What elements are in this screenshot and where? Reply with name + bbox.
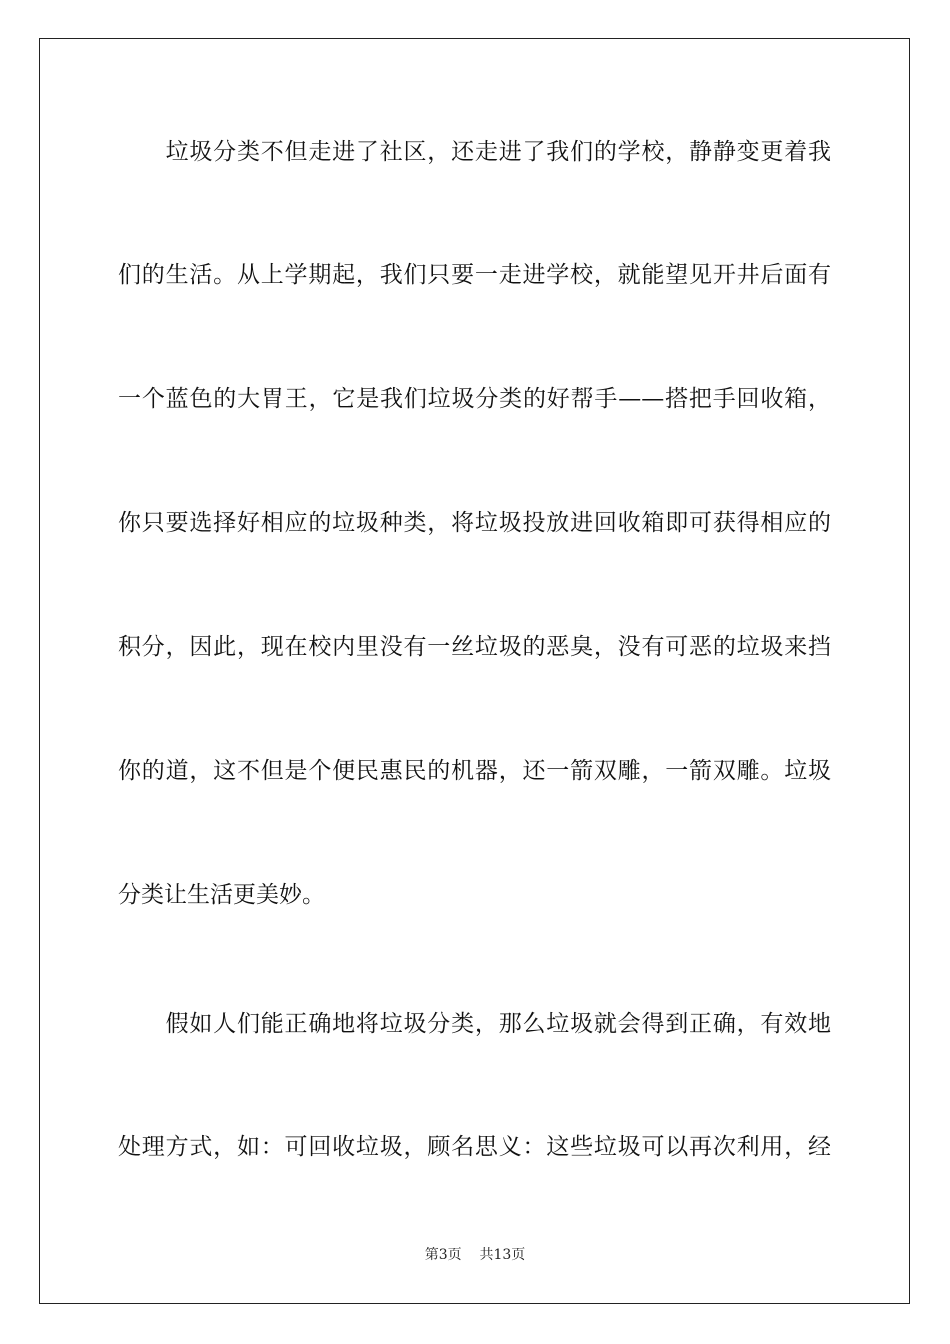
page-footer bbox=[0, 1246, 950, 1264]
paragraph-2-line-2: 处理方式，如：可回收垃圾，顾名思义：这些垃圾可以再次利用，经 bbox=[118, 1134, 831, 1160]
paragraph-2-line-1: 假如人们能正确地将垃圾分类，那么垃圾就会得到正确，有效地 bbox=[118, 1011, 831, 1037]
page-number: 第3页 bbox=[424, 1247, 462, 1263]
paragraph-1-line-2: 们的生活。从上学期起，我们只要一走进学校，就能望见开井后面有 bbox=[118, 262, 831, 288]
page-total: 共13页 bbox=[479, 1247, 526, 1263]
page-border bbox=[39, 38, 910, 1304]
paragraph-1-line-7: 分类让生活更美妙。 bbox=[118, 882, 325, 908]
paragraph-1-line-6: 你的道，这不但是个便民惠民的机器，还一箭双雕，一箭双雕。垃圾 bbox=[118, 758, 831, 784]
paragraph-1-line-1: 垃圾分类不但走进了社区，还走进了我们的学校，静静变更着我 bbox=[118, 139, 831, 165]
paragraph-1-line-4: 你只要选择好相应的垃圾种类，将垃圾投放进回收箱即可获得相应的 bbox=[118, 510, 831, 536]
paragraph-1-line-3: 一个蓝色的大胃王，它是我们垃圾分类的好帮手——搭把手回收箱， bbox=[118, 386, 831, 412]
paragraph-1-line-5: 积分，因此，现在校内里没有一丝垃圾的恶臭，没有可恶的垃圾来挡 bbox=[118, 634, 831, 660]
